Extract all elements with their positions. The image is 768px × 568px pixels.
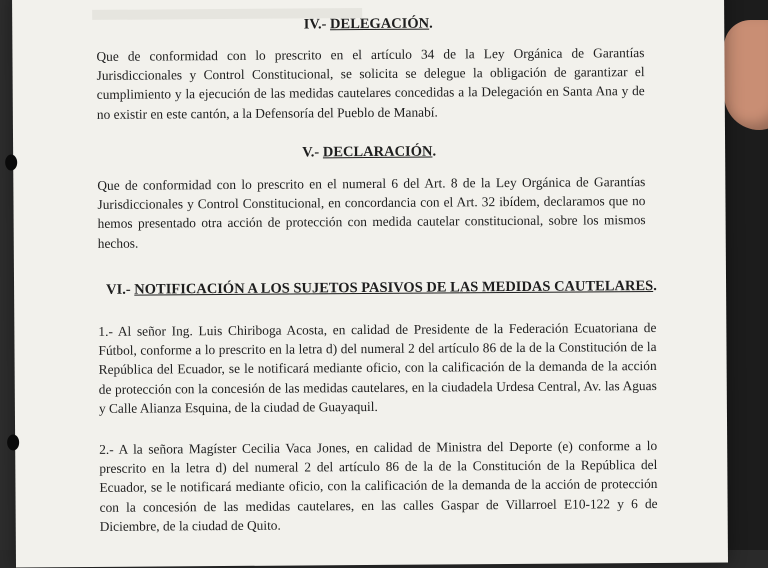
thumb-image: [724, 20, 768, 130]
heading-declaracion: V.- DECLARACIÓN.: [302, 143, 437, 161]
paragraph-declaracion: Que de conformidad con lo prescrito en el numeral 6 del Art. 8 de la Ley Orgánica de Garantías Jurisdiccionales y Control Constitucional, en concordancia con el Art. 32 ibídem, declaramos que no hemos presentado otra acción de protección con medida cautelar constitucional, sobre los mismos hechos.: [97, 174, 646, 251]
notification-item-1: 1.- Al señor Ing. Luis Chiriboga Acosta, en calidad de Presidente de la Federación Ecuatoriana de Fútbol, conforme a lo prescrito en la letra d) del numeral 2 del artículo 86 de la de la Constitución de la República del Ecuador, se le notificará mediante oficio, con la calificación de la demanda de la acción de protección con la concesión de las medidas cautelares, en la ciudadela Urdesa Central, Av. las Aguas y Calle Alianza Esquina, de la ciudad de Guayaquil.: [98, 320, 657, 416]
heading-notificacion: VI.- NOTIFICACIÓN A LOS SUJETOS PASIVOS DE LAS MEDIDAS CAUTELARES.: [106, 277, 657, 298]
paragraph-delegacion: Que de conformidad con lo prescrito en el artículo 34 de la Ley Orgánica de Garantías Jurisdiccionales y Control Constitucional, se solicita se delegue la obligación de garantizar el cumplimiento y la ejecución de las medidas cautelares concedidas a la Delegación en Santa Ana y de no existir en este cantón, a la Defensoría del Pueblo de Manabí.: [96, 45, 645, 122]
heading-delegacion: IV.- DELEGACIÓN.: [303, 15, 433, 33]
punch-hole-bottom: [7, 434, 19, 450]
notification-item-2: 2.- A la señora Magíster Cecilia Vaca Jones, en calidad de Ministra del Deporte (e) conforme a lo prescrito en la letra d) del numeral 2 del artículo 86 de la de la Constitución de la República del Ecuador, se le notificará mediante oficio, con la calificación de la demanda de la acción de protección con la concesión de las medidas cautelares, en las calles Gaspar de Villarroel E10-122 y 6 de Diciembre, de la ciudad de Quito.: [99, 437, 658, 534]
document-page: [12, 0, 728, 567]
